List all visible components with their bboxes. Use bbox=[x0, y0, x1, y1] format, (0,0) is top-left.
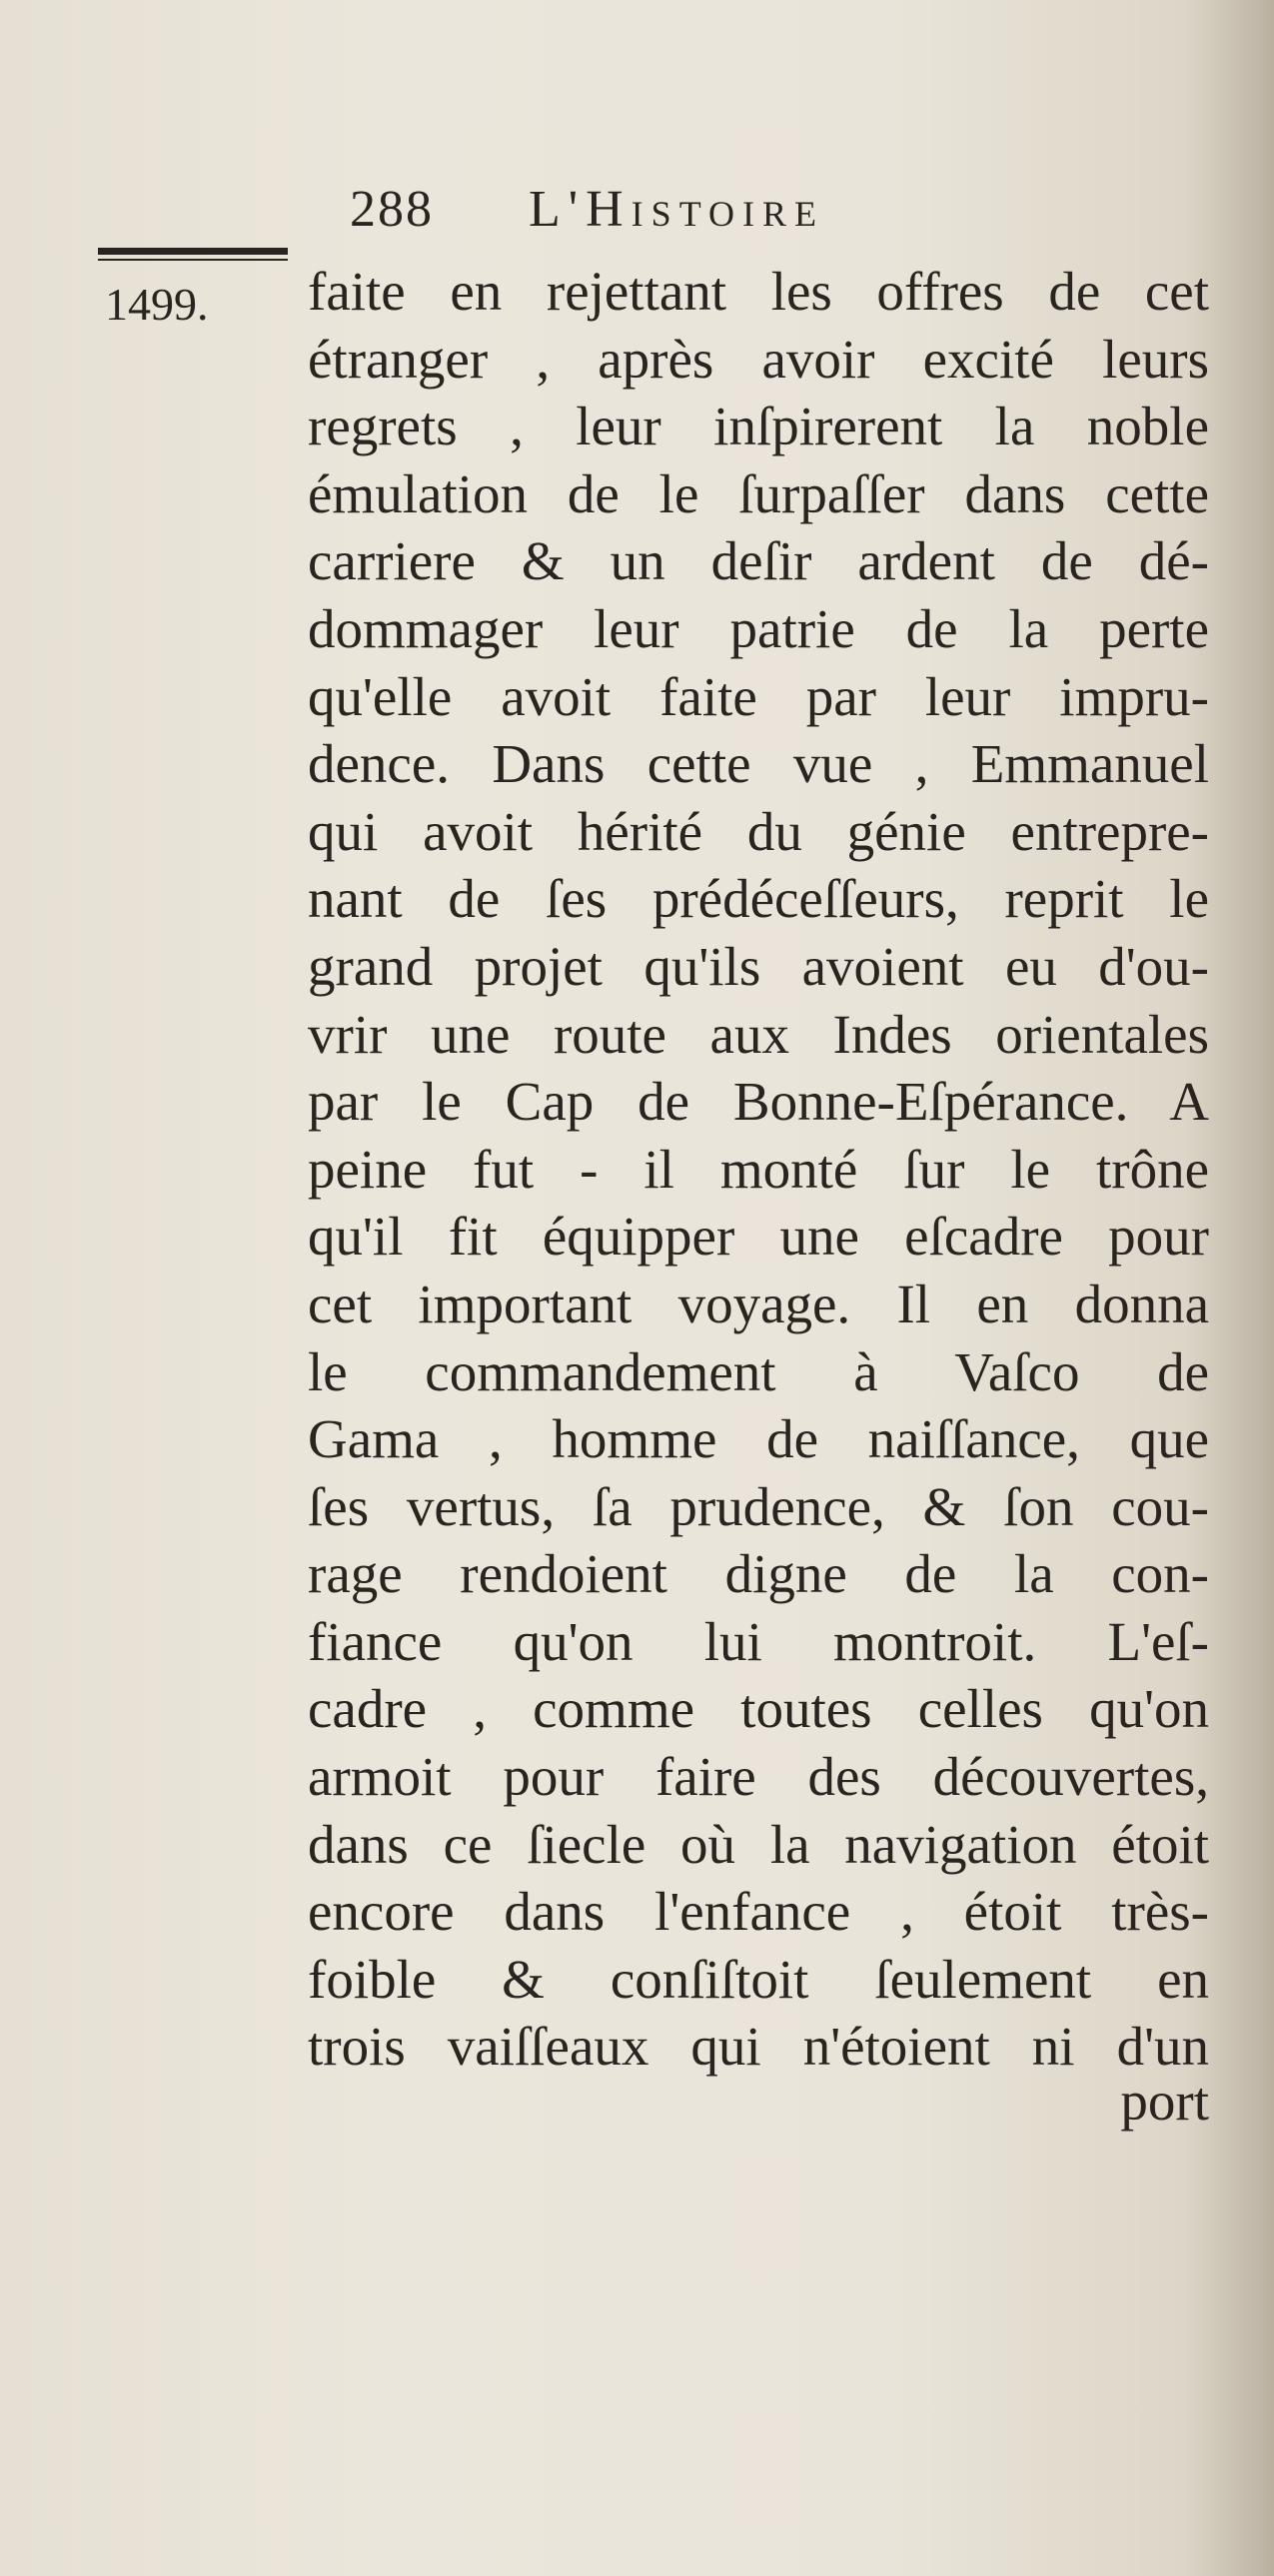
text-line: rage rendoient digne de la con- bbox=[308, 1543, 1209, 1605]
text-line: faite en rejettant les offres de cet bbox=[308, 261, 1209, 322]
text-line: le commandement à Vaſco de bbox=[308, 1340, 1209, 1402]
margin-rule bbox=[98, 248, 288, 255]
running-title: L'Histoire bbox=[529, 181, 825, 238]
page-number: 288 bbox=[350, 181, 434, 238]
catchword: port bbox=[1120, 2071, 1209, 2132]
text-line: qui avoit hérité du génie entrepre- bbox=[308, 800, 1209, 862]
text-line: trois vaiſſeaux qui n'étoient ni d'un bbox=[308, 2016, 1209, 2078]
text-line: vrir une route aux Indes orientales bbox=[308, 1003, 1209, 1065]
text-line: par le Cap de Bonne-Eſpérance. A bbox=[308, 1071, 1209, 1133]
text-line: armoit pour faire des découvertes, bbox=[308, 1746, 1209, 1808]
text-line: dence. Dans cette vue , Emmanuel bbox=[308, 733, 1209, 795]
text-line: peine fut - il monté ſur le trône bbox=[308, 1138, 1209, 1200]
text-line: dans ce ſiecle où la navigation étoit bbox=[308, 1813, 1209, 1875]
text-line: étranger , après avoir excité leurs bbox=[308, 328, 1209, 390]
text-line: nant de ſes prédéceſſeurs, reprit le bbox=[308, 868, 1209, 930]
text-line: encore dans l'enfance , étoit très- bbox=[308, 1881, 1209, 1943]
text-line: Gama , homme de naiſſance, que bbox=[308, 1408, 1209, 1470]
margin-rule-thin bbox=[98, 259, 288, 261]
text-line: qu'elle avoit faite par leur impru- bbox=[308, 665, 1209, 727]
body-text bbox=[308, 258, 1209, 2081]
text-line: carriere & un deſir ardent de dé- bbox=[308, 530, 1209, 592]
text-line: cet important voyage. Il en donna bbox=[308, 1273, 1209, 1334]
text-line: fiance qu'on lui montroit. L'eſ- bbox=[308, 1610, 1209, 1672]
text-line: ſes vertus, ſa prudence, & ſon cou- bbox=[308, 1475, 1209, 1537]
running-header bbox=[350, 180, 824, 239]
text-line: dommager leur patrie de la perte bbox=[308, 597, 1209, 659]
text-line: regrets , leur inſpirerent la noble bbox=[308, 396, 1209, 457]
text-line: grand projet qu'ils avoient eu d'ou- bbox=[308, 935, 1209, 997]
text-line: qu'il fit équipper une eſcadre pour bbox=[308, 1206, 1209, 1268]
text-line: foible & conſiſtoit ſeulement en bbox=[308, 1948, 1209, 2010]
margin-date: 1499. bbox=[105, 279, 209, 330]
text-line: cadre , comme toutes celles qu'on bbox=[308, 1678, 1209, 1740]
text-line: émulation de le ſurpaſſer dans cette bbox=[308, 462, 1209, 524]
